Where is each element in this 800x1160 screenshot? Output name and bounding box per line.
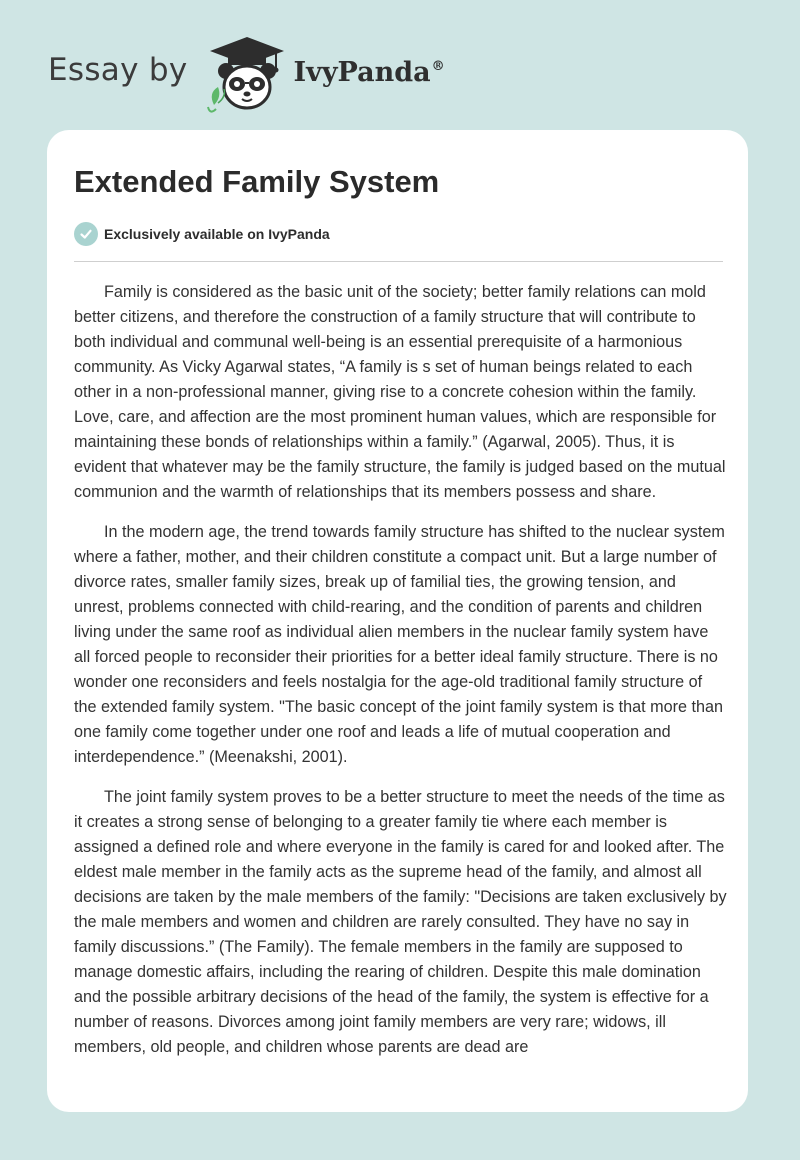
paragraph: In the modern age, the trend towards family structure has shifted to the nuclear system where a father, mother, and their children constitute a compact unit. But a large number of divorce rates, smaller family sizes, break up of familial ties, the growing tension, and unrest, problems connected with child-rearing, and the condition of parents and children living under the same roof as individual alien members in the nuclear family system have all forced people to reconsider their priorities for a better ideal family structure. There is no wonder one reconsiders and feels nostalgia for the age-old traditional family structure of the extended family system. "The basic concept of the joint family system is that more than one family come together under one roof and leads a life of mutual cooperation and interdependence.” (Meenakshi, 2001).: [74, 523, 725, 766]
panda-logo-icon[interactable]: [206, 35, 288, 113]
check-icon: [74, 222, 98, 246]
exclusive-badge-label: Exclusively available on IvyPanda: [104, 226, 330, 242]
essay-body: [74, 280, 728, 1075]
essay-by-label: Essay by: [48, 52, 188, 88]
paragraph: The joint family system proves to be a better structure to meet the needs of the time as it creates a strong sense of belonging to a greater family tie where each member is assigned a defined role and where everyone in the family is cared for and looked after. The eldest male member in the family acts as the supreme head of the family, and almost all decisions are taken by the male members of the family: "Decisions are taken exclusively by the male members and women and children are rarely consulted. They have no say in family discussions.” (The Family). The female members in the family are supposed to manage domestic affairs, including the rearing of children. Despite this male domination and the possible arbitrary decisions of the head of the family, the system is effective for a number of reasons. Divorces among joint family members are very rare; widows, ill members, old people, and children whose parents are dead are: [74, 788, 727, 1056]
essay-card: [47, 130, 748, 1112]
title-divider: [74, 261, 723, 262]
registered-mark: ®: [431, 58, 445, 74]
paragraph: Family is considered as the basic unit of the society; better family relations can mold better citizens, and therefore the construction of a family structure that will contribute to both individual and communal well-being is an essential prerequisite of a harmonious community. As Vicky Agarwal states, “A family is s set of human beings related to each other in a non-professional manner, giving rise to a concrete cohesion within the family. Love, care, and affection are the most prominent human values, which are responsible for maintaining these bonds of relationships within a family.” (Agarwal, 2005). Thus, it is evident that whatever may be the family structure, the family is judged based on the mutual communion and the warmth of relationships that its members possess and share.: [74, 283, 726, 501]
site-header: [48, 34, 548, 114]
brand-name[interactable]: IvyPanda®: [293, 56, 445, 88]
exclusive-badge: [74, 222, 330, 246]
page-title: Extended Family System: [74, 164, 440, 199]
